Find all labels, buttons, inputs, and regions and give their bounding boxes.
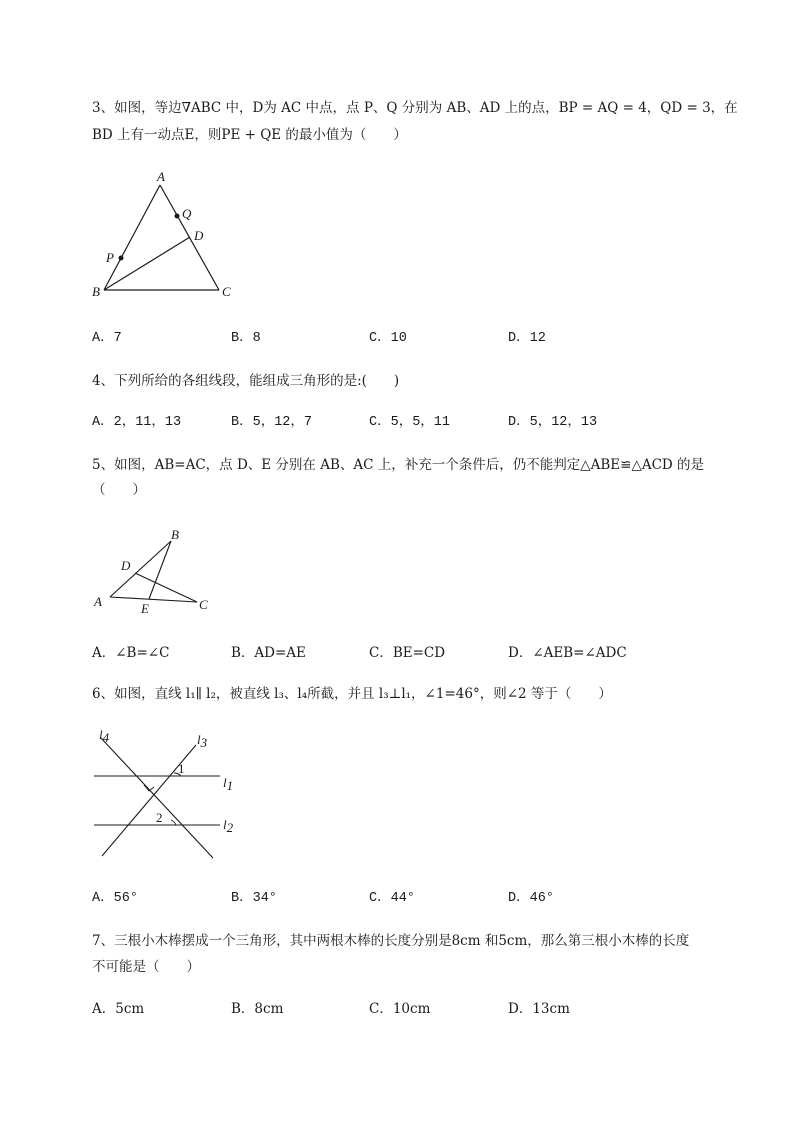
q3-stem-line1: 3、如图，等边∇ABC 中，D为 AC 中点，点 P、Q 分别为 AB、AD 上的点，BP = AQ = 4，QD = 3，在 [92,100,738,116]
q7-stem-line2: 不可能是（ ） [92,959,200,975]
label-l3: l3 [197,732,208,750]
q5-option-d[interactable]: D．∠AEB=∠ADC [508,645,627,661]
label-angle-1: 1 [178,761,185,776]
label-angle-2: 2 [156,810,163,825]
q6-option-d[interactable]: D．46° [508,891,554,906]
q4-option-c[interactable]: C．5，5，11 [369,415,451,430]
label-a: A [94,594,102,609]
label-a: A [157,169,165,184]
q3-figure [90,168,250,303]
q5-option-b[interactable]: B．AD=AE [231,645,306,661]
q4-option-b[interactable]: B．5，12，7 [231,415,313,430]
q7-option-c[interactable]: C．10cm [369,1001,431,1017]
q7-option-b[interactable]: B．8cm [231,1001,284,1017]
q5-stem-line1: 5、如图，AB=AC，点 D、E 分别在 AB、AC 上，补充一个条件后，仍不能判定△ABE≌△ACD 的是 [92,457,705,473]
q6-stem-line1: 6、如图，直线 l₁∥ l₂，被直线 l₃、l₄所截，并且 l₃⊥l₁，∠1=46°，则∠2 等于（ ） [92,686,612,702]
label-p: P [106,250,114,265]
label-l4: l4 [99,727,110,745]
label-d: D [121,558,131,573]
q7-option-d[interactable]: D．13cm [508,1001,570,1017]
label-d: D [194,228,204,243]
q3-stem-line2: BD 上有一动点E，则PE + QE 的最小值为（ ） [92,127,407,143]
q6-option-c[interactable]: C．44° [369,891,415,906]
q6-figure [90,724,240,864]
label-b: B [92,284,100,299]
q6-option-a[interactable]: A．56° [92,891,138,906]
q5-option-c[interactable]: C．BE=CD [369,645,446,661]
q5-figure [88,524,218,618]
point-q-dot [175,214,180,219]
q7-option-a[interactable]: A．5cm [92,1001,145,1017]
point-p-dot [119,256,124,261]
label-q: Q [182,206,192,221]
q4-option-a[interactable]: A．2，11，13 [92,415,182,430]
label-e: E [141,601,149,616]
label-b: B [171,527,179,542]
q7-stem-line1: 7、三根小木棒摆成一个三角形，其中两根木棒的长度分别是8cm 和5cm，那么第三根小木棒的长度 [92,933,690,949]
q5-stem-line2: （ ） [92,482,146,498]
label-l2: l2 [223,817,234,835]
q4-option-d[interactable]: D．5，12，13 [508,415,598,430]
q3-option-a[interactable]: A．7 [92,331,122,346]
q6-option-b[interactable]: B．34° [231,891,277,906]
q4-stem-line1: 4、下列所给的各组线段，能组成三角形的是:( ) [92,373,400,389]
label-c: C [222,284,231,299]
q3-option-b[interactable]: B．8 [231,331,261,346]
label-l1: l1 [223,775,234,793]
q3-option-d[interactable]: D．12 [508,331,546,346]
q5-option-a[interactable]: A．∠B=∠C [92,645,170,661]
q3-option-c[interactable]: C．10 [369,331,407,346]
label-c: C [199,597,208,612]
